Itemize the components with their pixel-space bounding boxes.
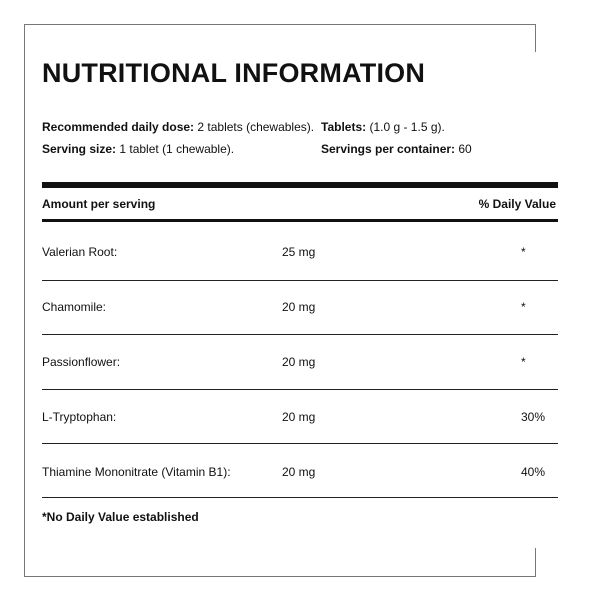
row-3-name: Passionflower: — [42, 355, 121, 369]
thick-divider — [42, 182, 558, 188]
frame-border-left — [24, 24, 25, 576]
page-title: NUTRITIONAL INFORMATION — [42, 58, 426, 88]
row-2-name: Chamomile: — [42, 300, 107, 314]
row-1-name: Valerian Root: — [42, 245, 118, 259]
footnote: *No Daily Value established — [42, 510, 199, 524]
row-4-name: L-Tryptophan: — [42, 410, 117, 424]
row-5-dv: 40% — [521, 465, 546, 479]
tablets-label: Tablets: — [321, 120, 367, 134]
serving-size-value: 1 tablet (1 chewable). — [116, 142, 235, 156]
row-divider — [42, 443, 558, 444]
row-divider — [42, 334, 558, 335]
row-divider — [42, 497, 558, 498]
row-2-dv: * — [521, 300, 526, 314]
daily-dose-value: 2 tablets (chewables). — [194, 120, 315, 134]
row-5-amount: 20 mg — [282, 465, 316, 479]
row-5-name: Thiamine Mononitrate (Vitamin B1): — [42, 465, 231, 479]
servings-label: Servings per container: — [321, 142, 456, 156]
daily-dose-info — [42, 120, 314, 134]
row-1-dv: * — [521, 245, 526, 259]
row-1-amount: 25 mg — [282, 245, 316, 259]
row-divider — [42, 280, 558, 281]
servings-info — [321, 142, 472, 156]
row-4-dv: 30% — [521, 410, 546, 424]
header-daily-value: % Daily Value — [478, 197, 556, 211]
tablets-info — [321, 120, 445, 134]
row-3-dv: * — [521, 355, 526, 369]
row-2-amount: 20 mg — [282, 300, 316, 314]
frame-border-top — [24, 24, 536, 25]
servings-value: 60 — [455, 142, 472, 156]
header-divider — [42, 219, 558, 222]
serving-size-label: Serving size: — [42, 142, 117, 156]
serving-size-info — [42, 142, 234, 156]
row-3-amount: 20 mg — [282, 355, 316, 369]
tablets-value: (1.0 g - 1.5 g). — [366, 120, 445, 134]
header-amount: Amount per serving — [42, 197, 156, 211]
frame-border-right-top — [535, 24, 536, 52]
row-4-amount: 20 mg — [282, 410, 316, 424]
frame-border-bottom — [24, 576, 536, 577]
daily-dose-label: Recommended daily dose: — [42, 120, 195, 134]
frame-border-right-bottom — [535, 548, 536, 577]
row-divider — [42, 389, 558, 390]
